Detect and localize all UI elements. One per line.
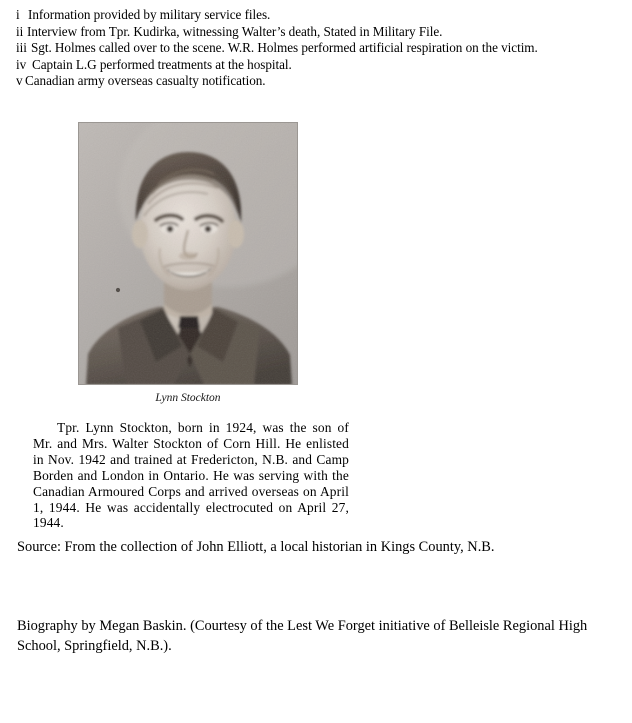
endnote-item <box>16 24 616 41</box>
endnote-item <box>16 57 616 74</box>
endnote-text: Information provided by military service files. <box>28 7 271 22</box>
biography-text: Tpr. Lynn Stockton, born in 1924, was the son of Mr. and Mrs. Walter Stockton of Corn Hill. He enlisted in Nov. 1942 and trained at Fredericton, N.B. and Camp Borden and London in Ontario. He was serving with the Canadian Armoured Corps and arrived overseas on April 1, 1944. He was accidentally electrocuted on April 27, 1944. <box>33 420 349 531</box>
photograph-image <box>78 122 298 385</box>
credit-line-2: School, Springfield, N.B.). <box>17 637 172 654</box>
photo-caption: Lynn Stockton <box>155 392 221 404</box>
endnote-numeral: iv <box>16 56 27 72</box>
portrait-illustration <box>78 122 298 385</box>
endnote-item <box>16 73 616 90</box>
endnote-numeral: iii <box>16 40 27 56</box>
endnote-numeral: i <box>16 7 20 22</box>
biography-paragraph <box>33 420 349 531</box>
portrait-photograph <box>78 122 298 385</box>
endnote-numeral: v <box>16 73 23 89</box>
endnote-item <box>16 7 616 24</box>
endnote-item <box>16 40 616 57</box>
credit-block <box>17 617 617 656</box>
endnote-numeral: ii <box>16 23 24 39</box>
endnote-text: Captain L.G performed treatments at the hospital. <box>32 56 292 72</box>
source-line: Source: From the collection of John Elliott, a local historian in Kings County, N.B. <box>17 539 495 555</box>
credit-line-1: Biography by Megan Baskin. (Courtesy of the Lest We Forget initiative of Belleisle Regional High <box>17 618 588 634</box>
endnote-text: Canadian army overseas casualty notification. <box>25 73 266 89</box>
endnote-text: Interview from Tpr. Kudirka, witnessing Walter’s death, Stated in Military File. <box>27 23 443 39</box>
endnotes-list <box>16 7 616 90</box>
endnote-text: Sgt. Holmes called over to the scene. W.R. Holmes performed artificial respiration on the victim. <box>31 40 538 56</box>
